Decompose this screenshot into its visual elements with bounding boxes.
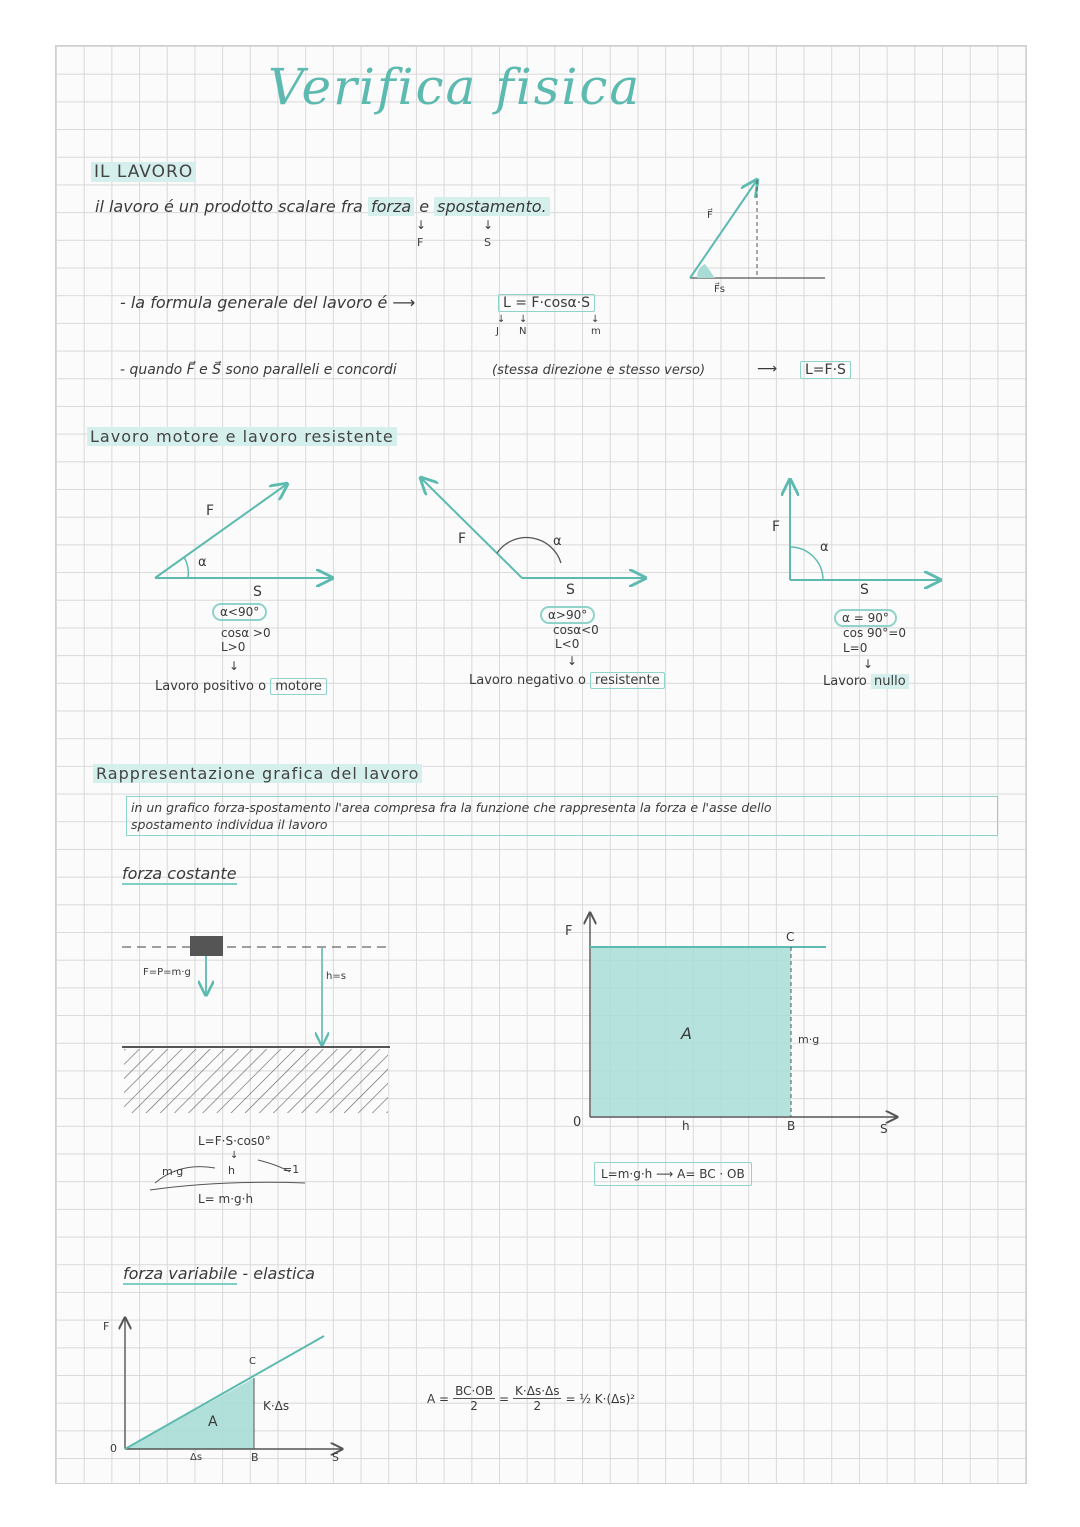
derivation-mg: m·g bbox=[162, 1165, 184, 1178]
formula-general: L = F·cosα·S bbox=[498, 294, 595, 312]
graph1-a: A bbox=[681, 1024, 692, 1043]
angle-arc bbox=[697, 264, 715, 278]
parallel-line-text: - quando F⃗ e S⃗ sono paralleli e concordi bbox=[120, 362, 397, 378]
area-formula bbox=[427, 1384, 635, 1413]
forza-variabile-suffix: - elastica bbox=[242, 1264, 315, 1283]
forza-variabile-label: forza variabile bbox=[123, 1264, 238, 1283]
force-decomposition-diagram bbox=[690, 180, 825, 278]
case3-s: S bbox=[860, 582, 869, 598]
case1-cos: cosα >0 bbox=[221, 626, 271, 640]
fraction-1-num: BC·OB bbox=[455, 1384, 493, 1398]
case2-label bbox=[469, 673, 665, 688]
diagram-fs-label: F⃗s bbox=[714, 284, 725, 295]
graph2-a: A bbox=[208, 1414, 218, 1430]
down-arrow-3: ↓ bbox=[591, 314, 600, 325]
graph2-o: 0 bbox=[110, 1442, 117, 1455]
case3-arrow: ↓ bbox=[863, 657, 874, 671]
graph1-o: 0 bbox=[573, 1115, 582, 1130]
fraction-1 bbox=[453, 1384, 495, 1413]
fraction-1-den: 2 bbox=[470, 1399, 478, 1413]
definition-line bbox=[95, 197, 550, 216]
graph2-kds: K·Δs bbox=[263, 1399, 290, 1413]
case3-l: L=0 bbox=[843, 641, 868, 655]
area-formula-result: = ½ K·(Δs)² bbox=[565, 1391, 636, 1406]
fraction-2 bbox=[513, 1384, 561, 1413]
graph1-b: B bbox=[787, 1119, 796, 1133]
case2-label-b: resistente bbox=[590, 672, 665, 689]
case1-alpha: α bbox=[198, 555, 207, 570]
case2-label-a: Lavoro negativo o bbox=[469, 673, 586, 688]
word-e: e bbox=[419, 197, 430, 216]
parallel-line-paren: (stessa direzione e stesso verso) bbox=[492, 363, 706, 378]
unit-newton: N bbox=[519, 326, 527, 337]
graph-description-line2: spostamento individua il lavoro bbox=[131, 817, 328, 832]
case2-s: S bbox=[566, 582, 575, 598]
graph1-s: S bbox=[880, 1122, 888, 1136]
down-arrow-2: ↓ bbox=[519, 314, 528, 325]
case3-cos: cos 90°=0 bbox=[843, 626, 906, 640]
case1-condition: α<90° bbox=[212, 603, 267, 621]
section-heading-motore-resistente: Lavoro motore e lavoro resistente bbox=[87, 427, 397, 446]
term-spostamento: spostamento. bbox=[434, 197, 549, 216]
case3-label-a: Lavoro bbox=[823, 674, 867, 689]
graph2-ds: Δs bbox=[190, 1452, 203, 1463]
term-forza: forza bbox=[368, 197, 414, 216]
case2-arrow: ↓ bbox=[567, 654, 578, 668]
area-formula-eq: = bbox=[498, 1391, 510, 1406]
case1-f: F bbox=[206, 503, 215, 519]
case1-label bbox=[155, 679, 327, 694]
case2-f: F bbox=[458, 531, 467, 547]
derivation-one: =1 bbox=[283, 1163, 300, 1176]
graph2-c: C bbox=[249, 1356, 256, 1367]
derivation-top: L=F·S·cos0° bbox=[198, 1134, 271, 1148]
force-vector bbox=[690, 180, 757, 278]
graph2-f: F bbox=[103, 1320, 110, 1333]
graph1-c: C bbox=[786, 930, 795, 944]
elastic-force-graph bbox=[125, 1318, 342, 1449]
case-motore-diagram bbox=[155, 484, 332, 578]
case2-alpha: α bbox=[553, 534, 562, 549]
symbol-s: S bbox=[484, 236, 491, 249]
case2-condition: α>90° bbox=[540, 606, 595, 624]
graph2-b: B bbox=[251, 1451, 259, 1464]
case1-s: S bbox=[253, 584, 262, 600]
formula-parallel: L=F·S bbox=[800, 361, 851, 379]
graph-description-box bbox=[126, 796, 998, 836]
parallel-line-arrow: ⟶ bbox=[757, 361, 778, 377]
case-nullo-diagram bbox=[790, 480, 940, 580]
arrow-spostamento: ↓ bbox=[483, 218, 494, 232]
ground-hatch bbox=[124, 1049, 388, 1113]
graph1-f: F bbox=[565, 924, 573, 939]
block bbox=[190, 936, 223, 956]
graph1-formula: L=m·g·h ⟶ A= BC · OB bbox=[594, 1162, 752, 1186]
heading-forza-variabile bbox=[123, 1264, 315, 1283]
constant-force-graph bbox=[590, 913, 897, 1117]
fraction-2-num: K·Δs·Δs bbox=[515, 1384, 560, 1398]
unit-meter: m bbox=[591, 326, 601, 337]
definition-prefix: il lavoro é un prodotto scalare fra bbox=[95, 197, 363, 216]
case-resistente-diagram bbox=[421, 478, 645, 578]
formula-line-text: - la formula generale del lavoro é ⟶ bbox=[120, 293, 416, 312]
symbol-f: F bbox=[417, 236, 424, 249]
fraction-2-den: 2 bbox=[533, 1399, 542, 1413]
case3-alpha: α bbox=[820, 540, 829, 555]
case1-arrow: ↓ bbox=[229, 659, 240, 673]
section-heading-grafica: Rappresentazione grafica del lavoro bbox=[93, 764, 422, 783]
heading-forza-costante: forza costante bbox=[122, 864, 237, 883]
area-formula-a: A = bbox=[427, 1391, 450, 1406]
derivation-result: L= m·g·h bbox=[198, 1192, 254, 1206]
unit-joule: J bbox=[496, 326, 499, 337]
derivation-h: h bbox=[228, 1164, 235, 1177]
case1-l: L>0 bbox=[221, 640, 246, 654]
case2-l: L<0 bbox=[555, 637, 580, 651]
down-arrow-1: ↓ bbox=[497, 314, 506, 325]
case3-label-b: nullo bbox=[871, 674, 909, 689]
page-title: Verifica fisica bbox=[268, 58, 642, 116]
case3-label bbox=[823, 674, 909, 689]
graph1-mg: m·g bbox=[798, 1033, 820, 1046]
case1-label-a: Lavoro positivo o bbox=[155, 679, 267, 694]
case3-f: F bbox=[772, 519, 781, 535]
case2-cos: cosα<0 bbox=[553, 623, 599, 637]
label-hs: h=s bbox=[326, 971, 346, 982]
case1-label-b: motore bbox=[270, 678, 327, 695]
graph-description-line1: in un grafico forza-spostamento l'area compresa fra la funzione che rappresenta la forza e l'asse dello bbox=[131, 800, 772, 815]
section-heading-lavoro: IL LAVORO bbox=[91, 162, 196, 182]
graph1-h: h bbox=[682, 1119, 690, 1133]
derivation-down: ↓ bbox=[230, 1150, 239, 1161]
case3-condition: α = 90° bbox=[834, 609, 897, 627]
diagram-f-label: F⃗ bbox=[707, 210, 713, 221]
graph2-s: S bbox=[332, 1451, 339, 1464]
label-fpmg: F=P=m·g bbox=[143, 967, 191, 978]
arrow-forza: ↓ bbox=[416, 218, 427, 232]
